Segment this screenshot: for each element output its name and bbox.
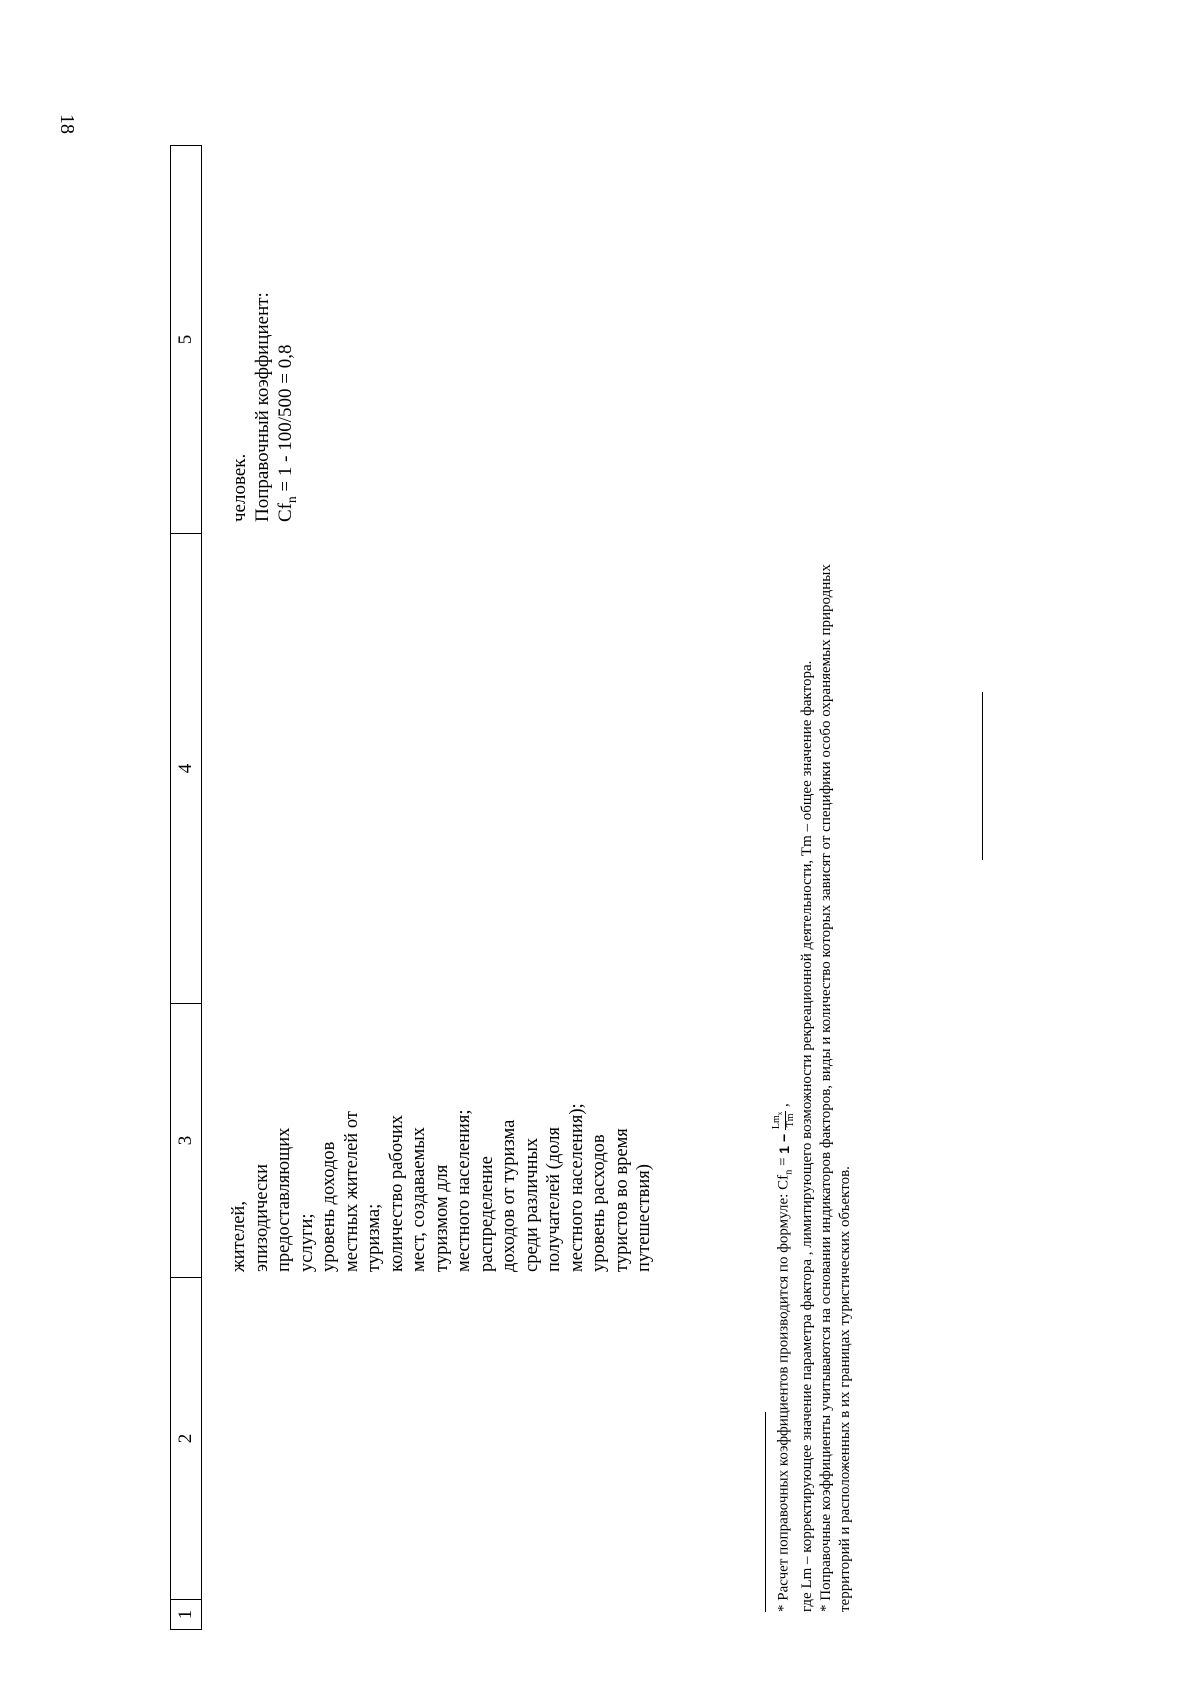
cf-subscript: n [283, 496, 299, 503]
column-5-correction-text [228, 292, 303, 522]
col5-line-people: человек. [229, 453, 250, 522]
header-cell-2: 2 [171, 1277, 201, 1599]
footnote-definitions: где Lm – корректирующее значение параметра фактора , лимитирующего возможности рекреационной деятельности, Tm – общее значение фактора. [799, 660, 816, 1612]
numerator-text: Lm [771, 1115, 782, 1130]
formula-denominator: Tm [785, 1113, 796, 1128]
landscape-page-content [170, 130, 1200, 1630]
footnote-1-text: * Расчет поправочных коэффициентов производится по формуле: Cf [775, 1174, 792, 1612]
separator-line [982, 692, 983, 860]
cf-symbol: Cf [275, 503, 296, 522]
footnotes [772, 152, 855, 1612]
cf-calculation: = 1 - 100/500 = 0,8 [275, 344, 296, 497]
footnote-1-eq: = [775, 1153, 792, 1170]
table-header-row [170, 145, 202, 1630]
formula-one: 1 − [775, 1133, 792, 1154]
formula-numerator [772, 1111, 786, 1130]
col5-line-correction-formula [274, 292, 303, 522]
numerator-sub: x [776, 1111, 784, 1116]
header-cell-1: 1 [171, 1599, 201, 1629]
page-number: 18 [56, 114, 78, 134]
header-cell-4: 4 [171, 533, 201, 1003]
col5-line-correction-label: Поправочный коэффициент: [252, 292, 273, 522]
column-3-indicators-text: жителей, эпизодически предоставляющих услуги; уровень доходов местных жителей от туризма; количество рабочих мест, создаваемых туризмом для местного населения; распределение доходов от туризма среди различных получателей (доля местного населения); уровень расходов туристов во время путешествия) [229, 1103, 654, 1272]
footnote-1-sub: n [783, 1169, 795, 1175]
footnote-formula [772, 152, 798, 1612]
footnote-correction-note-line-1: * Поправочные коэффициенты учитываются на основании индикаторов факторов, виды и количество которых зависят от специфики особо охраняемых природных [818, 564, 835, 1612]
footnote-separator [765, 1412, 766, 1612]
header-cell-5: 5 [175, 334, 196, 345]
footnote-1-end: , [775, 1103, 792, 1111]
formula-fraction [772, 1111, 796, 1130]
header-cell-3: 3 [171, 1003, 201, 1277]
footnote-correction-note-line-2: территорий и расположенных в их границах туристических объектов. [837, 1166, 854, 1612]
